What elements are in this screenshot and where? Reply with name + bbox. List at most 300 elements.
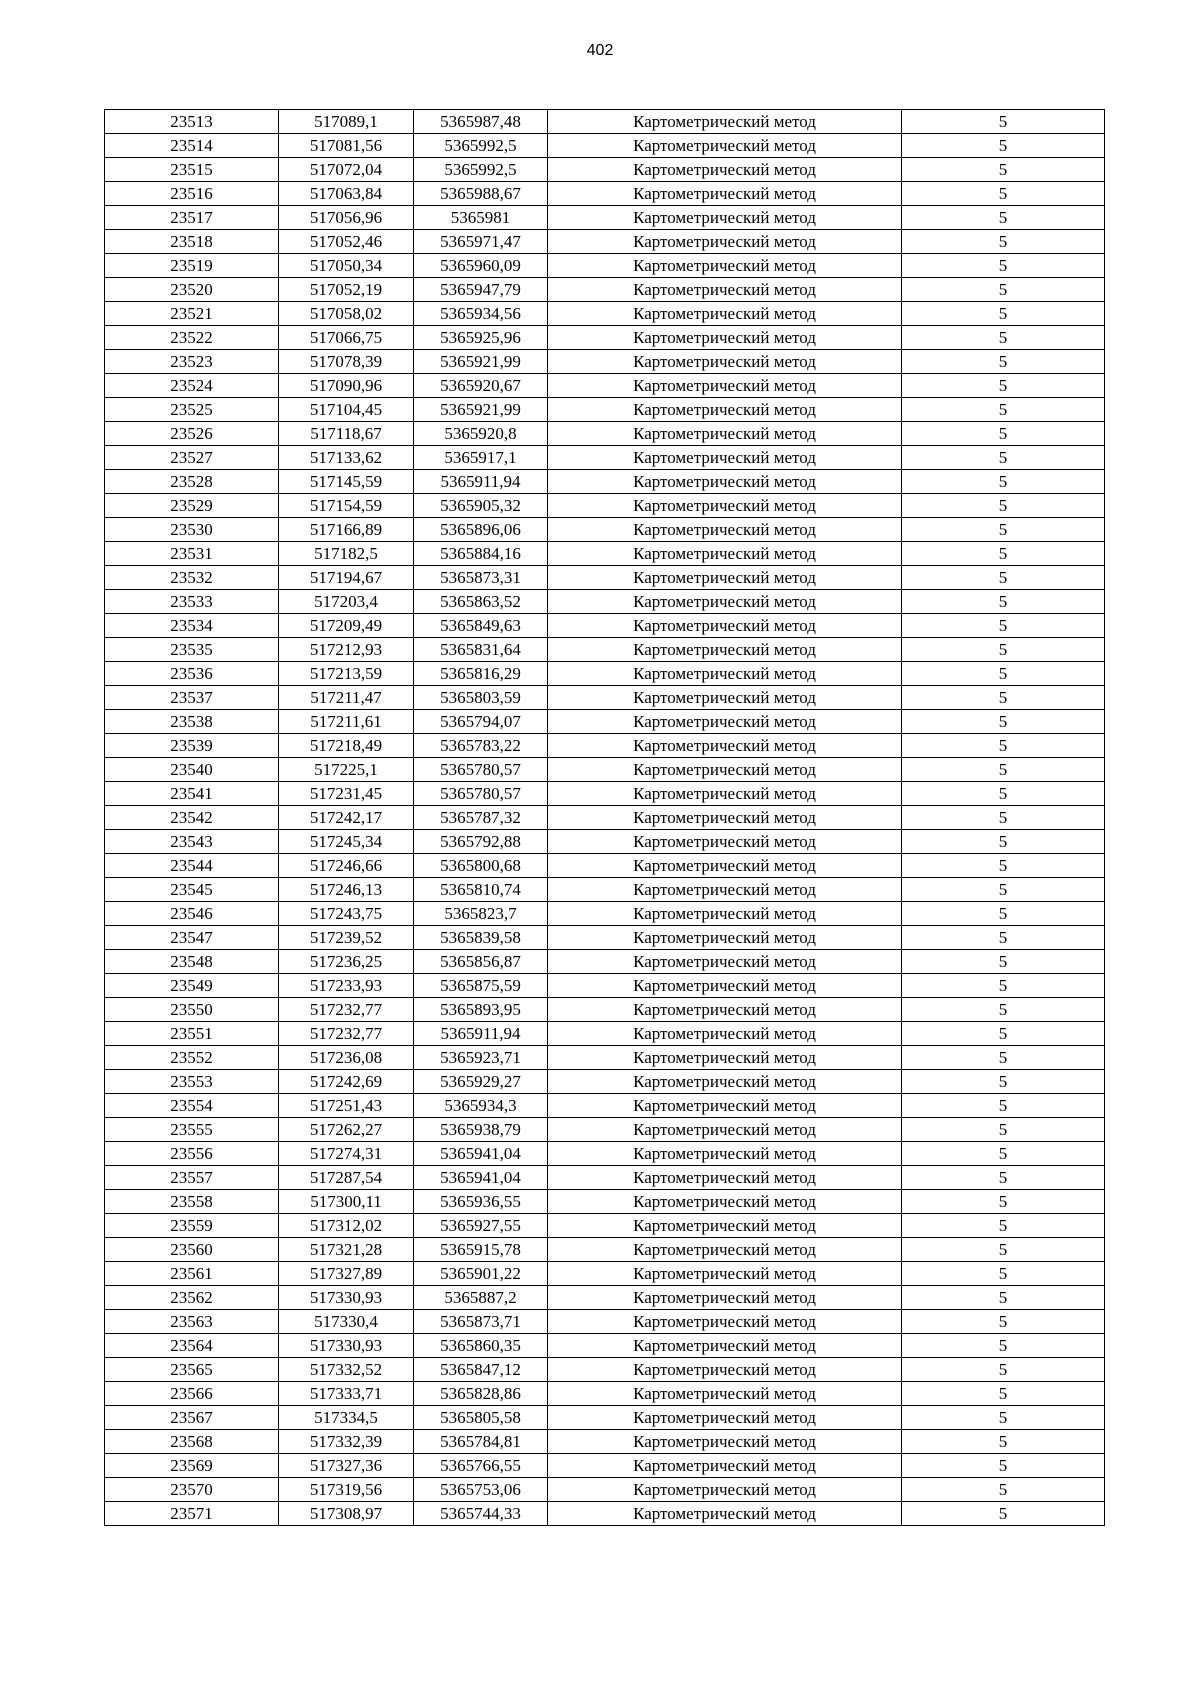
point-number-cell: 23550 [105,998,279,1022]
x-coordinate-cell: 517104,45 [279,398,414,422]
y-coordinate-cell: 5365780,57 [414,758,548,782]
method-cell: Картометрический метод [548,278,902,302]
y-coordinate-cell: 5365893,95 [414,998,548,1022]
method-cell: Картометрический метод [548,446,902,470]
accuracy-cell: 5 [902,422,1105,446]
x-coordinate-cell: 517166,89 [279,518,414,542]
accuracy-cell: 5 [902,902,1105,926]
x-coordinate-cell: 517308,97 [279,1502,414,1526]
x-coordinate-cell: 517072,04 [279,158,414,182]
method-cell: Картометрический метод [548,1478,902,1502]
method-cell: Картометрический метод [548,782,902,806]
y-coordinate-cell: 5365911,94 [414,1022,548,1046]
x-coordinate-cell: 517050,34 [279,254,414,278]
y-coordinate-cell: 5365839,58 [414,926,548,950]
y-coordinate-cell: 5365929,27 [414,1070,548,1094]
accuracy-cell: 5 [902,950,1105,974]
x-coordinate-cell: 517251,43 [279,1094,414,1118]
y-coordinate-cell: 5365780,57 [414,782,548,806]
table-row [105,734,1105,758]
method-cell: Картометрический метод [548,1070,902,1094]
y-coordinate-cell: 5365921,99 [414,350,548,374]
x-coordinate-cell: 517089,1 [279,110,414,134]
point-number-cell: 23551 [105,1022,279,1046]
x-coordinate-cell: 517319,56 [279,1478,414,1502]
x-coordinate-cell: 517300,11 [279,1190,414,1214]
accuracy-cell: 5 [902,230,1105,254]
y-coordinate-cell: 5365992,5 [414,158,548,182]
point-number-cell: 23558 [105,1190,279,1214]
point-number-cell: 23563 [105,1310,279,1334]
table-row [105,974,1105,998]
table-row [105,782,1105,806]
accuracy-cell: 5 [902,1046,1105,1070]
method-cell: Картометрический метод [548,638,902,662]
y-coordinate-cell: 5365921,99 [414,398,548,422]
method-cell: Картометрический метод [548,134,902,158]
method-cell: Картометрический метод [548,1502,902,1526]
accuracy-cell: 5 [902,734,1105,758]
y-coordinate-cell: 5365987,48 [414,110,548,134]
table-row [105,614,1105,638]
point-number-cell: 23524 [105,374,279,398]
x-coordinate-cell: 517327,36 [279,1454,414,1478]
method-cell: Картометрический метод [548,902,902,926]
y-coordinate-cell: 5365823,7 [414,902,548,926]
method-cell: Картометрический метод [548,158,902,182]
point-number-cell: 23531 [105,542,279,566]
point-number-cell: 23528 [105,470,279,494]
point-number-cell: 23565 [105,1358,279,1382]
point-number-cell: 23569 [105,1454,279,1478]
x-coordinate-cell: 517133,62 [279,446,414,470]
x-coordinate-cell: 517334,5 [279,1406,414,1430]
point-number-cell: 23523 [105,350,279,374]
x-coordinate-cell: 517312,02 [279,1214,414,1238]
y-coordinate-cell: 5365923,71 [414,1046,548,1070]
accuracy-cell: 5 [902,254,1105,278]
method-cell: Картометрический метод [548,1310,902,1334]
method-cell: Картометрический метод [548,1166,902,1190]
method-cell: Картометрический метод [548,1382,902,1406]
x-coordinate-cell: 517287,54 [279,1166,414,1190]
method-cell: Картометрический метод [548,590,902,614]
method-cell: Картометрический метод [548,950,902,974]
accuracy-cell: 5 [902,446,1105,470]
table-row [105,1430,1105,1454]
y-coordinate-cell: 5365917,1 [414,446,548,470]
method-cell: Картометрический метод [548,110,902,134]
table-row [105,446,1105,470]
x-coordinate-cell: 517327,89 [279,1262,414,1286]
table-row [105,1070,1105,1094]
y-coordinate-cell: 5365787,32 [414,806,548,830]
table-row [105,470,1105,494]
y-coordinate-cell: 5365816,29 [414,662,548,686]
accuracy-cell: 5 [902,1310,1105,1334]
point-number-cell: 23541 [105,782,279,806]
point-number-cell: 23546 [105,902,279,926]
accuracy-cell: 5 [902,1382,1105,1406]
x-coordinate-cell: 517236,08 [279,1046,414,1070]
method-cell: Картометрический метод [548,1334,902,1358]
page-number: 402 [586,42,614,59]
x-coordinate-cell: 517182,5 [279,542,414,566]
y-coordinate-cell: 5365938,79 [414,1118,548,1142]
y-coordinate-cell: 5365934,3 [414,1094,548,1118]
y-coordinate-cell: 5365941,04 [414,1166,548,1190]
method-cell: Картометрический метод [548,302,902,326]
table-row [105,1358,1105,1382]
x-coordinate-cell: 517066,75 [279,326,414,350]
accuracy-cell: 5 [902,998,1105,1022]
point-number-cell: 23544 [105,854,279,878]
y-coordinate-cell: 5365849,63 [414,614,548,638]
point-number-cell: 23513 [105,110,279,134]
accuracy-cell: 5 [902,206,1105,230]
x-coordinate-cell: 517330,93 [279,1286,414,1310]
y-coordinate-cell: 5365947,79 [414,278,548,302]
x-coordinate-cell: 517194,67 [279,566,414,590]
x-coordinate-cell: 517063,84 [279,182,414,206]
table-row [105,758,1105,782]
table-row [105,1478,1105,1502]
method-cell: Картометрический метод [548,830,902,854]
point-number-cell: 23530 [105,518,279,542]
x-coordinate-cell: 517242,17 [279,806,414,830]
point-number-cell: 23560 [105,1238,279,1262]
y-coordinate-cell: 5365915,78 [414,1238,548,1262]
y-coordinate-cell: 5365753,06 [414,1478,548,1502]
y-coordinate-cell: 5365800,68 [414,854,548,878]
x-coordinate-cell: 517052,46 [279,230,414,254]
x-coordinate-cell: 517225,1 [279,758,414,782]
accuracy-cell: 5 [902,1478,1105,1502]
point-number-cell: 23539 [105,734,279,758]
method-cell: Картометрический метод [548,614,902,638]
accuracy-cell: 5 [902,1358,1105,1382]
table-row [105,230,1105,254]
point-number-cell: 23562 [105,1286,279,1310]
y-coordinate-cell: 5365941,04 [414,1142,548,1166]
y-coordinate-cell: 5365744,33 [414,1502,548,1526]
table-row [105,110,1105,134]
table-row [105,590,1105,614]
table-row [105,950,1105,974]
table-row [105,830,1105,854]
point-number-cell: 23537 [105,686,279,710]
accuracy-cell: 5 [902,662,1105,686]
accuracy-cell: 5 [902,1454,1105,1478]
method-cell: Картометрический метод [548,758,902,782]
y-coordinate-cell: 5365920,8 [414,422,548,446]
accuracy-cell: 5 [902,494,1105,518]
table-row [105,398,1105,422]
table-row [105,1142,1105,1166]
accuracy-cell: 5 [902,1142,1105,1166]
point-number-cell: 23559 [105,1214,279,1238]
point-number-cell: 23552 [105,1046,279,1070]
accuracy-cell: 5 [902,1262,1105,1286]
table-row [105,134,1105,158]
y-coordinate-cell: 5365828,86 [414,1382,548,1406]
y-coordinate-cell: 5365981 [414,206,548,230]
accuracy-cell: 5 [902,374,1105,398]
table-row [105,878,1105,902]
point-number-cell: 23516 [105,182,279,206]
accuracy-cell: 5 [902,710,1105,734]
point-number-cell: 23555 [105,1118,279,1142]
y-coordinate-cell: 5365936,55 [414,1190,548,1214]
method-cell: Картометрический метод [548,374,902,398]
point-number-cell: 23532 [105,566,279,590]
table-row [105,662,1105,686]
table-row [105,542,1105,566]
accuracy-cell: 5 [902,1430,1105,1454]
table-row [105,302,1105,326]
method-cell: Картометрический метод [548,806,902,830]
y-coordinate-cell: 5365766,55 [414,1454,548,1478]
coordinates-table [104,109,1105,1526]
method-cell: Картометрический метод [548,926,902,950]
table-row [105,326,1105,350]
y-coordinate-cell: 5365934,56 [414,302,548,326]
accuracy-cell: 5 [902,1094,1105,1118]
point-number-cell: 23518 [105,230,279,254]
point-number-cell: 23571 [105,1502,279,1526]
method-cell: Картометрический метод [548,974,902,998]
y-coordinate-cell: 5365884,16 [414,542,548,566]
table-row [105,854,1105,878]
table-row [105,158,1105,182]
table-row [105,1454,1105,1478]
x-coordinate-cell: 517232,77 [279,1022,414,1046]
method-cell: Картометрический метод [548,422,902,446]
table-row [105,1286,1105,1310]
x-coordinate-cell: 517212,93 [279,638,414,662]
point-number-cell: 23519 [105,254,279,278]
point-number-cell: 23521 [105,302,279,326]
y-coordinate-cell: 5365988,67 [414,182,548,206]
point-number-cell: 23547 [105,926,279,950]
y-coordinate-cell: 5365905,32 [414,494,548,518]
y-coordinate-cell: 5365810,74 [414,878,548,902]
point-number-cell: 23564 [105,1334,279,1358]
x-coordinate-cell: 517213,59 [279,662,414,686]
x-coordinate-cell: 517209,49 [279,614,414,638]
accuracy-cell: 5 [902,974,1105,998]
point-number-cell: 23515 [105,158,279,182]
method-cell: Картометрический метод [548,566,902,590]
method-cell: Картометрический метод [548,1094,902,1118]
y-coordinate-cell: 5365875,59 [414,974,548,998]
point-number-cell: 23548 [105,950,279,974]
method-cell: Картометрический метод [548,662,902,686]
point-number-cell: 23514 [105,134,279,158]
method-cell: Картометрический метод [548,398,902,422]
x-coordinate-cell: 517211,61 [279,710,414,734]
accuracy-cell: 5 [902,158,1105,182]
table-row [105,1118,1105,1142]
accuracy-cell: 5 [902,398,1105,422]
table-row [105,1166,1105,1190]
x-coordinate-cell: 517154,59 [279,494,414,518]
table-row [105,1022,1105,1046]
y-coordinate-cell: 5365960,09 [414,254,548,278]
point-number-cell: 23535 [105,638,279,662]
method-cell: Картометрический метод [548,1286,902,1310]
y-coordinate-cell: 5365783,22 [414,734,548,758]
accuracy-cell: 5 [902,1502,1105,1526]
method-cell: Картометрический метод [548,1430,902,1454]
table-row [105,206,1105,230]
x-coordinate-cell: 517332,52 [279,1358,414,1382]
table-row [105,1214,1105,1238]
y-coordinate-cell: 5365911,94 [414,470,548,494]
x-coordinate-cell: 517330,93 [279,1334,414,1358]
y-coordinate-cell: 5365896,06 [414,518,548,542]
x-coordinate-cell: 517090,96 [279,374,414,398]
method-cell: Картометрический метод [548,1214,902,1238]
accuracy-cell: 5 [902,326,1105,350]
method-cell: Картометрический метод [548,206,902,230]
accuracy-cell: 5 [902,1190,1105,1214]
y-coordinate-cell: 5365784,81 [414,1430,548,1454]
method-cell: Картометрический метод [548,1454,902,1478]
y-coordinate-cell: 5365901,22 [414,1262,548,1286]
table-row [105,710,1105,734]
x-coordinate-cell: 517243,75 [279,902,414,926]
x-coordinate-cell: 517246,13 [279,878,414,902]
table-row [105,254,1105,278]
method-cell: Картометрический метод [548,326,902,350]
x-coordinate-cell: 517081,56 [279,134,414,158]
method-cell: Картометрический метод [548,1358,902,1382]
method-cell: Картометрический метод [548,254,902,278]
table-row [105,1310,1105,1334]
y-coordinate-cell: 5365847,12 [414,1358,548,1382]
accuracy-cell: 5 [902,590,1105,614]
table-row [105,1334,1105,1358]
x-coordinate-cell: 517242,69 [279,1070,414,1094]
accuracy-cell: 5 [902,134,1105,158]
point-number-cell: 23536 [105,662,279,686]
method-cell: Картометрический метод [548,1262,902,1286]
point-number-cell: 23561 [105,1262,279,1286]
table-row [105,374,1105,398]
x-coordinate-cell: 517203,4 [279,590,414,614]
accuracy-cell: 5 [902,926,1105,950]
method-cell: Картометрический метод [548,1190,902,1214]
point-number-cell: 23534 [105,614,279,638]
table-row [105,1262,1105,1286]
method-cell: Картометрический метод [548,734,902,758]
x-coordinate-cell: 517332,39 [279,1430,414,1454]
accuracy-cell: 5 [902,1286,1105,1310]
y-coordinate-cell: 5365856,87 [414,950,548,974]
accuracy-cell: 5 [902,1118,1105,1142]
y-coordinate-cell: 5365873,31 [414,566,548,590]
table-row [105,638,1105,662]
x-coordinate-cell: 517218,49 [279,734,414,758]
point-number-cell: 23520 [105,278,279,302]
y-coordinate-cell: 5365927,55 [414,1214,548,1238]
accuracy-cell: 5 [902,854,1105,878]
x-coordinate-cell: 517233,93 [279,974,414,998]
y-coordinate-cell: 5365794,07 [414,710,548,734]
x-coordinate-cell: 517274,31 [279,1142,414,1166]
accuracy-cell: 5 [902,542,1105,566]
method-cell: Картометрический метод [548,518,902,542]
method-cell: Картометрический метод [548,542,902,566]
method-cell: Картометрический метод [548,998,902,1022]
accuracy-cell: 5 [902,878,1105,902]
x-coordinate-cell: 517056,96 [279,206,414,230]
x-coordinate-cell: 517236,25 [279,950,414,974]
y-coordinate-cell: 5365831,64 [414,638,548,662]
x-coordinate-cell: 517145,59 [279,470,414,494]
accuracy-cell: 5 [902,830,1105,854]
x-coordinate-cell: 517246,66 [279,854,414,878]
accuracy-cell: 5 [902,1406,1105,1430]
point-number-cell: 23517 [105,206,279,230]
method-cell: Картометрический метод [548,878,902,902]
method-cell: Картометрический метод [548,1238,902,1262]
point-number-cell: 23542 [105,806,279,830]
y-coordinate-cell: 5365971,47 [414,230,548,254]
x-coordinate-cell: 517262,27 [279,1118,414,1142]
x-coordinate-cell: 517211,47 [279,686,414,710]
method-cell: Картометрический метод [548,686,902,710]
method-cell: Картометрический метод [548,710,902,734]
accuracy-cell: 5 [902,518,1105,542]
x-coordinate-cell: 517118,67 [279,422,414,446]
table-row [105,998,1105,1022]
accuracy-cell: 5 [902,1166,1105,1190]
table-row [105,422,1105,446]
y-coordinate-cell: 5365860,35 [414,1334,548,1358]
accuracy-cell: 5 [902,638,1105,662]
point-number-cell: 23556 [105,1142,279,1166]
accuracy-cell: 5 [902,614,1105,638]
accuracy-cell: 5 [902,1022,1105,1046]
y-coordinate-cell: 5365925,96 [414,326,548,350]
method-cell: Картометрический метод [548,1406,902,1430]
table-row [105,350,1105,374]
point-number-cell: 23540 [105,758,279,782]
accuracy-cell: 5 [902,278,1105,302]
x-coordinate-cell: 517058,02 [279,302,414,326]
method-cell: Картометрический метод [548,230,902,254]
accuracy-cell: 5 [902,566,1105,590]
table-row [105,1046,1105,1070]
coordinates-table-body [105,110,1105,1526]
accuracy-cell: 5 [902,302,1105,326]
method-cell: Картометрический метод [548,1118,902,1142]
method-cell: Картометрический метод [548,494,902,518]
table-row [105,1238,1105,1262]
x-coordinate-cell: 517245,34 [279,830,414,854]
point-number-cell: 23570 [105,1478,279,1502]
table-row [105,1382,1105,1406]
x-coordinate-cell: 517232,77 [279,998,414,1022]
accuracy-cell: 5 [902,1334,1105,1358]
y-coordinate-cell: 5365873,71 [414,1310,548,1334]
table-row [105,566,1105,590]
point-number-cell: 23525 [105,398,279,422]
y-coordinate-cell: 5365792,88 [414,830,548,854]
x-coordinate-cell: 517231,45 [279,782,414,806]
